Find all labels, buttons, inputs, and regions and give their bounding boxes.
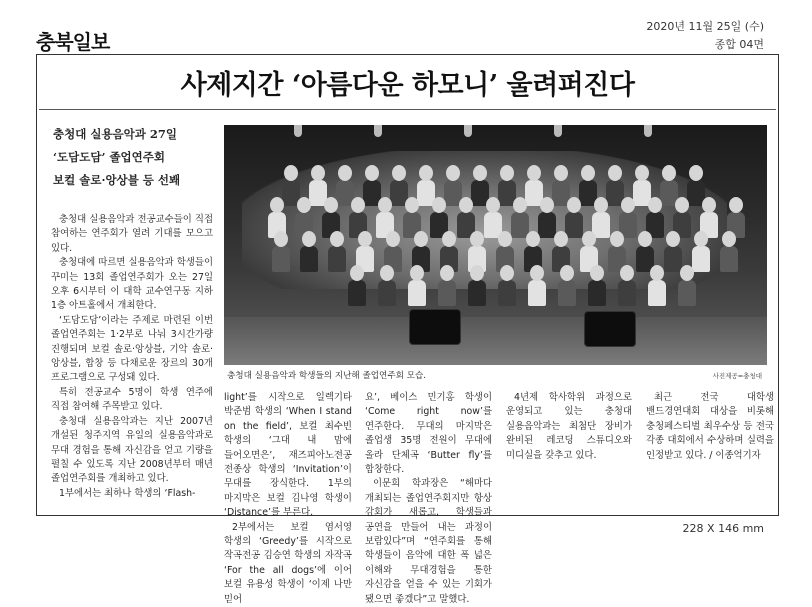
page-section: 종합 04면 (714, 38, 764, 51)
person-head (635, 165, 649, 181)
paragraph: 충청대에 따르면 실용음악과 학생들이 꾸미는 13회 졸업연주회가 오는 27일 오후 6시부터 이 대학 교수연구동 지하 1층 아트홀에서 개최한다. (51, 257, 213, 312)
person-head (513, 197, 527, 213)
person-body (538, 212, 556, 238)
person-head (608, 165, 622, 181)
person-head (432, 197, 446, 213)
stage-light-icon (294, 125, 302, 137)
paragraph: 특히 전공교수 5명이 학생 연주에 직접 참여해 주목받고 있다. (51, 386, 213, 413)
person-head (338, 165, 352, 181)
person-head (594, 197, 608, 213)
person-head (410, 265, 424, 281)
person-body (648, 280, 666, 306)
person-head (722, 231, 736, 247)
person-head (500, 265, 514, 281)
person-head (729, 197, 743, 213)
stage-light-icon (374, 125, 382, 137)
stage-light-icon (464, 125, 472, 137)
photo-credit: 사진제공=충청대 (712, 372, 762, 380)
person-head (621, 197, 635, 213)
person-head (470, 231, 484, 247)
paragraph: 충청대 실용음악과는 지난 2007년 개설된 청주지역 유일의 실용음악과로 무대 경험을 통해 자신감을 얻고 기량을 펼칠 수 있도록 지난 2008년부터 매년 졸업연주회를 개최하고 있다. (51, 415, 213, 485)
person-body (348, 280, 366, 306)
person-head (440, 265, 454, 281)
paragraph: 1부에서는 최하나 학생의 ‘Flash- (59, 487, 196, 499)
person-head (662, 165, 676, 181)
person-head (590, 265, 604, 281)
person-head (527, 165, 541, 181)
person-head (675, 197, 689, 213)
person-body (468, 280, 486, 306)
person-body (720, 246, 738, 272)
person-head (459, 197, 473, 213)
person-body (692, 246, 710, 272)
person-body (378, 280, 396, 306)
subhead-line: 보컬 솔로·앙상블 등 선봬 (53, 173, 181, 187)
paragraph: 이문희 학과장은 “해마다 개최되는 졸업연주회지만 항상 감회가 새롭고, 학생들과 공연을 만들어 내는 과정이 보람있다”며 “연주회를 통해 학생들이 음악에 대한 폭 넓은 이해와 무대경험을 통한 자신감을 얻을 수 있는 기회가 됐으면 좋겠다”고 말했다. (365, 478, 492, 605)
person-head (530, 265, 544, 281)
person-head (311, 165, 325, 181)
stage-light-icon (644, 125, 652, 137)
subhead-line: 충청대 실용음악과 27일 (53, 127, 177, 141)
speaker-icon (584, 311, 636, 347)
person-body (328, 246, 346, 272)
person-body (618, 280, 636, 306)
person-head (270, 197, 284, 213)
person-head (582, 231, 596, 247)
person-head (365, 165, 379, 181)
concert-photo (224, 125, 767, 365)
clipping-size: 228 X 146 mm (682, 522, 764, 535)
person-head (405, 197, 419, 213)
person-head (498, 231, 512, 247)
person-body (272, 246, 290, 272)
person-head (378, 197, 392, 213)
person-head (350, 265, 364, 281)
person-head (680, 265, 694, 281)
person-head (442, 231, 456, 247)
person-head (486, 197, 500, 213)
person-head (500, 165, 514, 181)
paragraph: ‘도담도담’이라는 주제로 마련된 이번 졸업연주회는 1·2부로 나눠 3시간가량 진행되며 보컬 솔로·앙상블, 기악 솔로·앙상블, 합창 등 다채로운 장르의 30개 프로그램으로 구성돼 있다. (51, 314, 213, 384)
article-column-4 (506, 391, 632, 463)
person-head (554, 165, 568, 181)
person-head (470, 265, 484, 281)
paragraph: light’를 시작으로 일렉기타 박준범 학생의 ‘When I stand on the field’, 보컬 최수빈 학생의 ‘그대 내 맘에 들어오면은’, 재즈피아노전공 전종상 학생의 ‘Invitation’이 무대를 장식한다. 1부의 마지막은 보컬 김나영 학생이 ‘Distance’를 부른다. (224, 392, 352, 519)
person-head (351, 197, 365, 213)
person-body (498, 280, 516, 306)
paragraph: 요’, 베이스 민기홍 학생이 ‘Come right now’를 연주한다. 무대의 마지막은 졸업생 35명 전원이 무대에 올라 단체곡 ‘Butter fly’를 합창한다. (365, 392, 492, 476)
headline-divider (39, 109, 776, 110)
stage-light-icon (554, 125, 562, 137)
person-head (526, 231, 540, 247)
person-body (664, 246, 682, 272)
person-head (358, 231, 372, 247)
person-head (638, 231, 652, 247)
article-column-3 (365, 391, 492, 607)
article-subheads (53, 123, 213, 192)
speaker-icon (409, 309, 461, 345)
person-head (274, 231, 288, 247)
person-body (588, 280, 606, 306)
article-column-2 (224, 391, 352, 607)
paragraph: 충청대 실용음악과 전공교수들이 직접 참여하는 연주회가 열려 기대를 모으고 있다. (51, 214, 213, 254)
person-head (702, 197, 716, 213)
person-body (678, 280, 696, 306)
photo-caption: 충청대 실용음악과 학생들의 지난해 졸업연주회 모습. (227, 371, 427, 381)
person-head (694, 231, 708, 247)
person-head (560, 265, 574, 281)
person-body (528, 280, 546, 306)
paragraph: 2부에서는 보컬 염서영 학생의 ‘Greedy’를 시작으로 작곡전공 김승연 학생의 자작곡 ‘For the all dogs’에 이어 보컬 유용성 학생이 ‘이제 나만 믿어 (224, 521, 352, 605)
stage-floor (224, 317, 767, 365)
person-head (419, 165, 433, 181)
article-column-1 (51, 213, 213, 501)
person-head (666, 231, 680, 247)
person-head (689, 165, 703, 181)
person-head (302, 231, 316, 247)
person-body (438, 280, 456, 306)
person-head (540, 197, 554, 213)
paragraph: 최근 전국 대학생 밴드경연대회 대상을 비롯해 충청페스티벌 최우수상 등 전국 각종 대회에서 수상하며 실력을 인정받고 있다. / 이종억기자 (646, 392, 774, 461)
person-head (581, 165, 595, 181)
person-head (648, 197, 662, 213)
publication-date: 2020년 11월 25일 (수) (646, 20, 764, 33)
person-head (386, 231, 400, 247)
person-body (300, 246, 318, 272)
person-body (565, 212, 583, 238)
paragraph: 4년제 학사학위 과정으로 운영되고 있는 충청대 실용음악과는 최첨단 장비가 완비된 레코딩 스튜디오와 미디실을 갖추고 있다. (506, 392, 632, 461)
person-head (392, 165, 406, 181)
person-body (408, 280, 426, 306)
article-column-5 (646, 391, 774, 463)
person-head (610, 231, 624, 247)
person-head (620, 265, 634, 281)
article-headline: 사제지간 ‘아름다운 하모니’ 울려퍼진다 (180, 70, 635, 101)
person-head (554, 231, 568, 247)
newspaper-masthead: 충북일보 (36, 30, 110, 54)
person-head (297, 197, 311, 213)
subhead-line: ‘도담도담’ 졸업연주회 (53, 150, 165, 164)
person-head (330, 231, 344, 247)
person-body (558, 280, 576, 306)
person-head (284, 165, 298, 181)
person-head (446, 165, 460, 181)
person-head (324, 197, 338, 213)
person-head (414, 231, 428, 247)
person-head (380, 265, 394, 281)
person-head (473, 165, 487, 181)
person-head (650, 265, 664, 281)
person-head (567, 197, 581, 213)
